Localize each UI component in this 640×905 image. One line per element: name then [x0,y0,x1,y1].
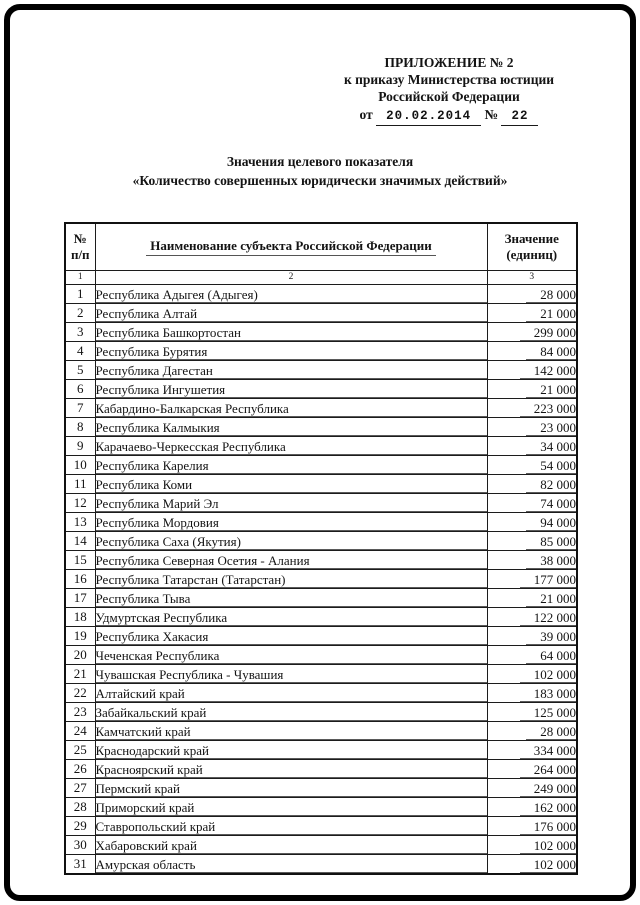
region-name: Республика Калмыкия [96,420,487,436]
table-row [65,494,577,513]
table-row [65,741,577,760]
table-row [65,380,577,399]
table-row [65,684,577,703]
region-name: Хабаровский край [96,838,487,854]
region-value: 142 000 [520,363,576,379]
table-row [65,418,577,437]
region-value-cell [487,703,577,722]
table-row [65,437,577,456]
region-name: Удмуртская Республика [96,610,487,626]
region-name: Карачаево-Черкесская Республика [96,439,487,455]
table-row [65,323,577,342]
region-name: Республика Тыва [96,591,487,607]
region-value: 38 000 [526,553,576,569]
region-name-cell [95,855,487,875]
region-name-cell [95,798,487,817]
row-number: 28 [65,798,95,817]
table-row [65,285,577,304]
row-number: 25 [65,741,95,760]
region-value-cell [487,608,577,627]
region-name: Республика Бурятия [96,344,487,360]
table-row [65,589,577,608]
row-number: 2 [65,304,95,323]
order-date: 20.02.2014 [376,108,481,126]
region-value: 299 000 [520,325,576,341]
region-value: 21 000 [526,306,576,322]
table-row [65,570,577,589]
row-number: 11 [65,475,95,494]
region-name-cell [95,494,487,513]
region-name-cell [95,551,487,570]
row-number: 22 [65,684,95,703]
region-name-cell [95,570,487,589]
row-number: 3 [65,323,95,342]
region-value-cell [487,798,577,817]
table-row [65,703,577,722]
row-number: 4 [65,342,95,361]
region-value: 334 000 [520,743,576,759]
region-value-cell [487,513,577,532]
region-value-cell [487,361,577,380]
region-name-cell [95,722,487,741]
region-name: Республика Северная Осетия - Алания [96,553,487,569]
column-number-2: 2 [95,271,487,285]
region-value: 102 000 [520,838,576,854]
table-row [65,779,577,798]
values-table [64,222,578,875]
table-row [65,551,577,570]
order-number: 22 [501,108,538,126]
row-number: 26 [65,760,95,779]
region-name: Кабардино-Балкарская Республика [96,401,487,417]
table-row [65,513,577,532]
region-name: Алтайский край [96,686,487,702]
region-name: Краснодарский край [96,743,487,759]
region-name-cell [95,665,487,684]
col-header-num: № п/п [65,223,95,271]
region-name: Амурская область [96,857,487,873]
region-name-cell [95,589,487,608]
region-value-cell [487,532,577,551]
row-number: 21 [65,665,95,684]
region-name-cell [95,361,487,380]
region-name: Республика Дагестан [96,363,487,379]
row-number: 19 [65,627,95,646]
region-name-cell [95,342,487,361]
col-header-value: Значение (единиц) [487,223,577,271]
row-number: 29 [65,817,95,836]
region-name-cell [95,760,487,779]
region-value: 264 000 [520,762,576,778]
region-name: Республика Мордовия [96,515,487,531]
region-value: 125 000 [520,705,576,721]
region-value: 223 000 [520,401,576,417]
row-number: 23 [65,703,95,722]
region-value-cell [487,646,577,665]
region-value-cell [487,779,577,798]
table-row [65,722,577,741]
region-value: 28 000 [526,287,576,303]
title-line2: «Количество совершенных юридически значимых действий» [132,173,508,188]
region-name-cell [95,608,487,627]
region-name: Забайкальский край [96,705,487,721]
column-number-3: 3 [487,271,577,285]
date-prefix: от [359,107,373,122]
region-value: 82 000 [526,477,576,493]
column-number-1: 1 [65,271,95,285]
table-row [65,627,577,646]
region-value-cell [487,627,577,646]
row-number: 6 [65,380,95,399]
region-value: 94 000 [526,515,576,531]
region-value: 54 000 [526,458,576,474]
row-number: 20 [65,646,95,665]
document-title [0,152,640,190]
region-name: Республика Алтай [96,306,487,322]
table-row [65,817,577,836]
region-value-cell [487,437,577,456]
region-name-cell [95,475,487,494]
region-name: Республика Татарстан (Татарстан) [96,572,487,588]
region-value-cell [487,589,577,608]
row-number: 12 [65,494,95,513]
region-value-cell [487,475,577,494]
region-value-cell [487,741,577,760]
region-name-cell [95,418,487,437]
row-number: 18 [65,608,95,627]
col-header-name: Наименование субъекта Российской Федерации [95,223,487,271]
region-name: Республика Башкортостан [96,325,487,341]
table-row [65,532,577,551]
region-value: 84 000 [526,344,576,360]
region-name: Пермский край [96,781,487,797]
region-name: Чеченская Республика [96,648,487,664]
row-number: 31 [65,855,95,875]
region-value: 23 000 [526,420,576,436]
region-value-cell [487,665,577,684]
region-name-cell [95,646,487,665]
region-name-cell [95,285,487,304]
region-name-cell [95,817,487,836]
region-value-cell [487,380,577,399]
number-sign: № [484,107,499,122]
region-name: Приморский край [96,800,487,816]
order-date-line [294,106,604,126]
table-row [65,855,577,875]
region-name: Камчатский край [96,724,487,740]
region-value: 21 000 [526,382,576,398]
region-name-cell [95,437,487,456]
row-number: 1 [65,285,95,304]
column-numbers-row [65,271,577,285]
table-row [65,399,577,418]
region-name: Республика Саха (Якутия) [96,534,487,550]
row-number: 27 [65,779,95,798]
region-value: 39 000 [526,629,576,645]
region-name-cell [95,532,487,551]
row-number: 8 [65,418,95,437]
row-number: 13 [65,513,95,532]
region-value-cell [487,855,577,875]
table-header-row [65,223,577,271]
region-name-cell [95,684,487,703]
region-value: 34 000 [526,439,576,455]
region-name: Красноярский край [96,762,487,778]
order-reference-line2: Российской Федерации [378,89,520,104]
region-value: 21 000 [526,591,576,607]
region-value: 162 000 [520,800,576,816]
table-row [65,475,577,494]
table-row [65,760,577,779]
row-number: 10 [65,456,95,475]
document-header [294,54,604,126]
region-value-cell [487,551,577,570]
row-number: 7 [65,399,95,418]
region-value-cell [487,342,577,361]
row-number: 16 [65,570,95,589]
row-number: 24 [65,722,95,741]
row-number: 9 [65,437,95,456]
region-name-cell [95,703,487,722]
region-value-cell [487,304,577,323]
region-value-cell [487,399,577,418]
region-value-cell [487,760,577,779]
region-name: Республика Ингушетия [96,382,487,398]
region-name-cell [95,513,487,532]
appendix-label: ПРИЛОЖЕНИЕ № 2 [384,55,514,70]
region-name-cell [95,741,487,760]
region-name-cell [95,323,487,342]
region-value-cell [487,323,577,342]
table-row [65,361,577,380]
region-name-cell [95,779,487,798]
region-name: Республика Коми [96,477,487,493]
table-row [65,304,577,323]
region-value-cell [487,494,577,513]
region-name-cell [95,627,487,646]
region-value-cell [487,836,577,855]
order-reference-line1: к приказу Министерства юстиции [343,72,555,87]
region-name: Республика Марий Эл [96,496,487,512]
row-number: 15 [65,551,95,570]
region-name: Республика Адыгея (Адыгея) [96,287,487,303]
row-number: 5 [65,361,95,380]
region-name: Республика Карелия [96,458,487,474]
table-row [65,646,577,665]
region-name-cell [95,456,487,475]
region-name: Республика Хакасия [96,629,487,645]
table-row [65,342,577,361]
table-row [65,456,577,475]
row-number: 30 [65,836,95,855]
region-value: 102 000 [520,857,576,873]
region-value: 28 000 [526,724,576,740]
table-row [65,836,577,855]
region-value: 183 000 [520,686,576,702]
region-value: 249 000 [520,781,576,797]
region-value-cell [487,684,577,703]
region-value: 122 000 [520,610,576,626]
row-number: 17 [65,589,95,608]
table-row [65,608,577,627]
region-name: Ставропольский край [96,819,487,835]
row-number: 14 [65,532,95,551]
region-value: 64 000 [526,648,576,664]
region-value-cell [487,570,577,589]
region-name: Чувашская Республика - Чувашия [96,667,487,683]
table-row [65,665,577,684]
region-value-cell [487,456,577,475]
region-value-cell [487,418,577,437]
table-rows [65,285,577,875]
region-value: 85 000 [526,534,576,550]
region-value: 177 000 [520,572,576,588]
title-line1: Значения целевого показателя [226,154,414,169]
region-name-cell [95,380,487,399]
region-value: 176 000 [520,819,576,835]
region-name-cell [95,399,487,418]
region-value-cell [487,817,577,836]
table-row [65,798,577,817]
region-value: 74 000 [526,496,576,512]
region-value-cell [487,722,577,741]
region-value: 102 000 [520,667,576,683]
region-value-cell [487,285,577,304]
region-name-cell [95,836,487,855]
region-name-cell [95,304,487,323]
